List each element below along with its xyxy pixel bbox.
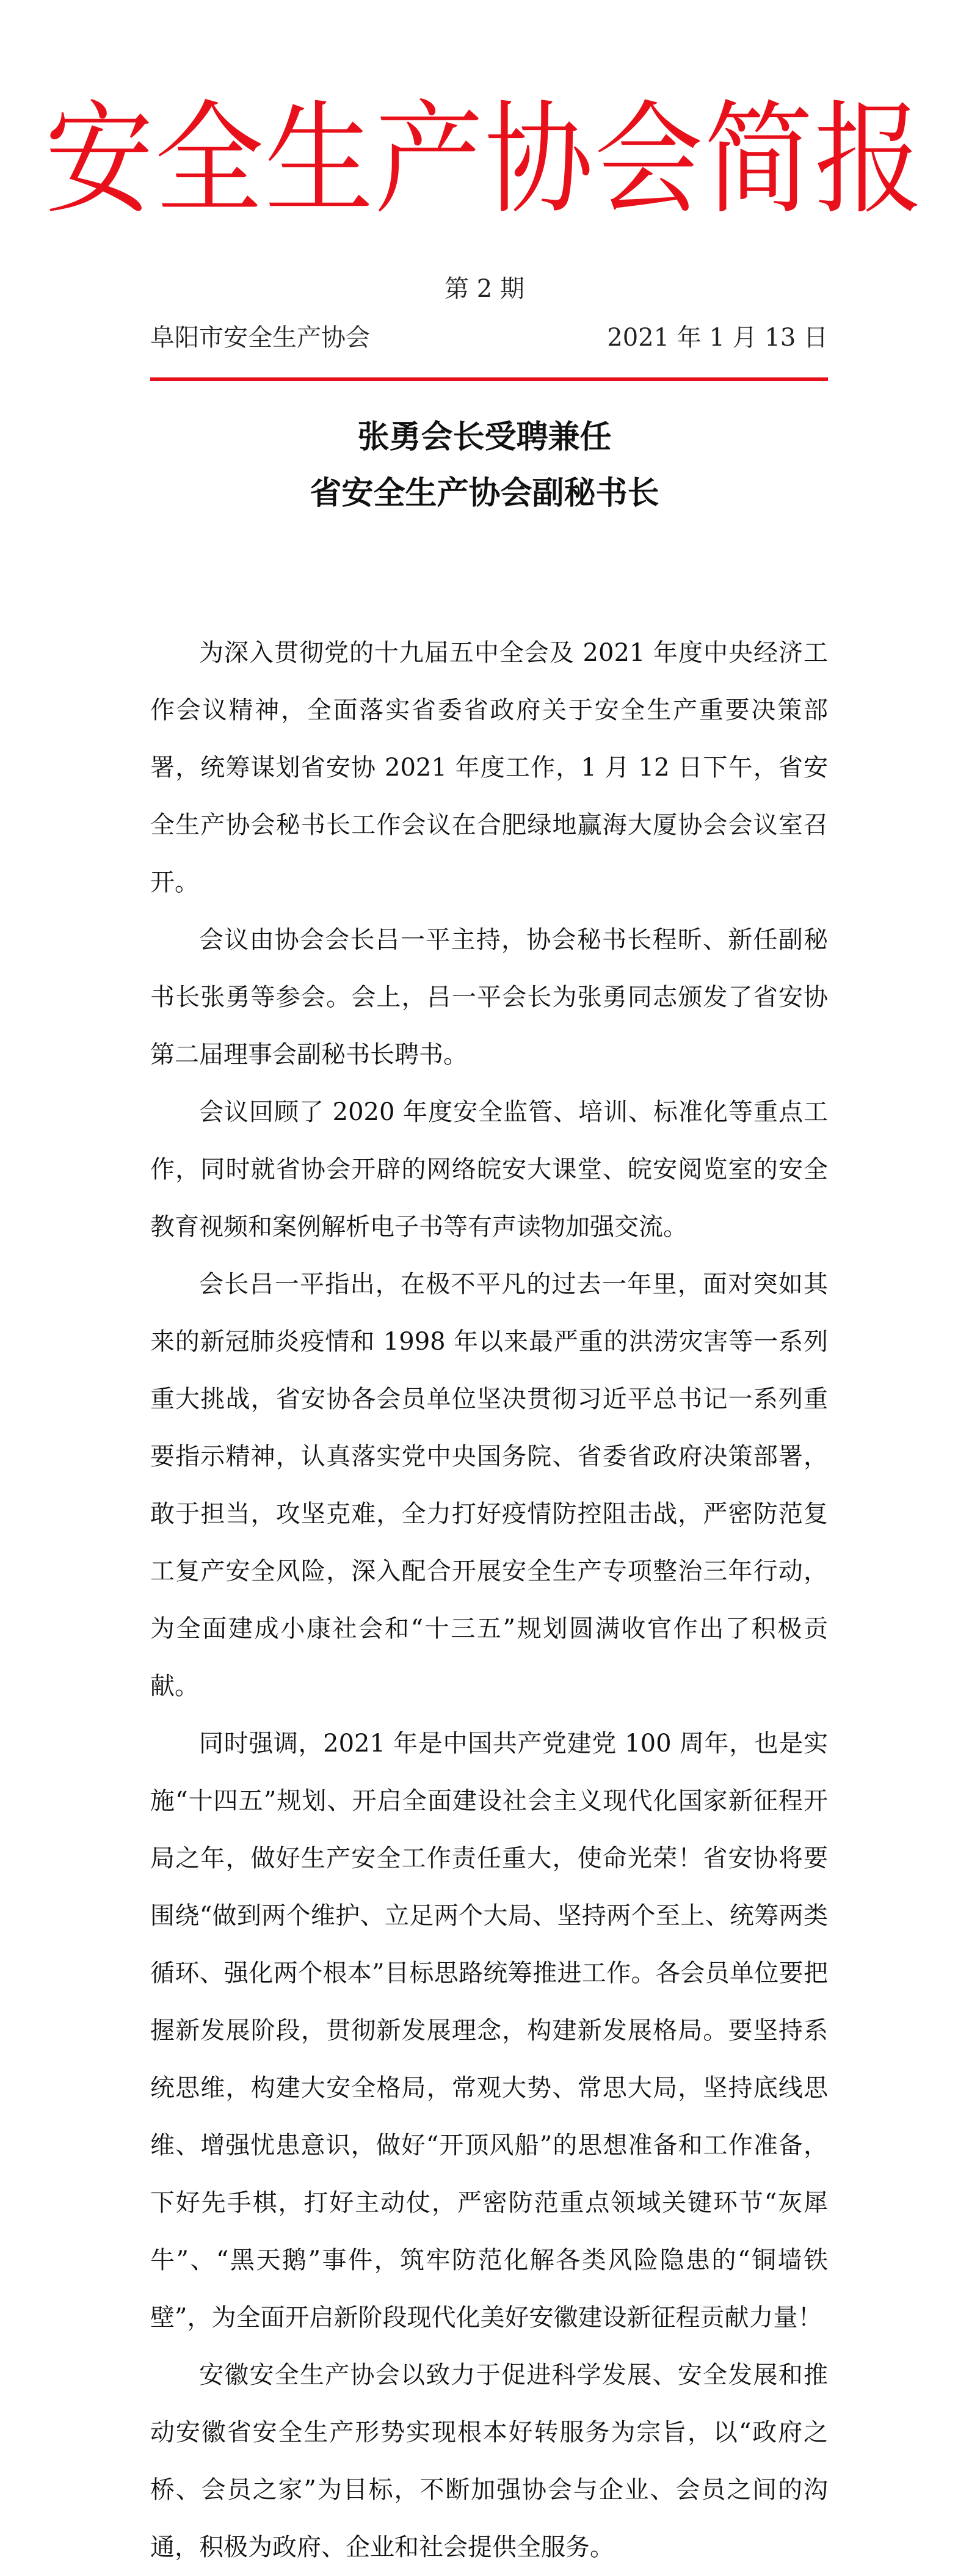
article-paragraph: 安徽安全生产协会以致力于促进科学发展、安全发展和推动安徽省安全生产形势实现根本好转服务为宗旨，以“政府之桥、会员之家”为目标，不断加强协会与企业、会员之间的沟通，积极为政府、企业和社会提供全服务。 — [150, 2361, 828, 2561]
article-title-line-1: 张勇会长受聘兼任 — [357, 419, 612, 456]
article-paragraph: 为深入贯彻党的十九届五中全会及 2021 年度中央经济工作会议精神，全面落实省委省政府关于安全生产重要决策部署，统筹谋划省安协 2021 年度工作，1 月 12 日下午，省安全生产协会秘书长工作会议在合肥绿地赢海大厦协会会议室召开。 — [150, 639, 828, 897]
publication-date: 2021 年 1 月 13 日 — [607, 324, 828, 352]
article-paragraph: 会长吕一平指出，在极不平凡的过去一年里，面对突如其来的新冠肺炎疫情和 1998 年以来最严重的洪涝灾害等一系列重大挑战，省安协各会员单位坚决贯彻习近平总书记一系列重要指示精神，认真落实党中央国务院、省委省政府决策部署，敢于担当，攻坚克难，全力打好疫情防控阻击战，严密防范复工复产安全风险，深入配合开展安全生产专项整治三年行动，为全面建成小康社会和“十三五”规划圆满收官作出了积极贡献。 — [150, 1270, 828, 1700]
masthead-divider — [150, 377, 828, 381]
issue-number: 第 2 期 — [445, 275, 524, 303]
publisher-organization: 阜阳市安全生产协会 — [150, 324, 370, 352]
article-title-line-2: 省安全生产协会副秘书长 — [310, 475, 659, 512]
article-paragraph: 会议由协会会长吕一平主持，协会秘书长程昕、新任副秘书长张勇等参会。会上，吕一平会长为张勇同志颁发了省安协第二届理事会副秘书长聘书。 — [150, 926, 828, 1069]
article-body — [150, 624, 828, 2576]
article-paragraph: 同时强调，2021 年是中国共产党建党 100 周年，也是实施“十四五”规划、开启全面建设社会主义现代化国家新征程开局之年，做好生产安全工作责任重大，使命光荣！省安协将要围绕“做到两个维护、立足两个大局、坚持两个至上、统筹两类循环、强化两个根本”目标思路统筹推进工作。各会员单位要把握新发展阶段，贯彻新发展理念，构建新发展格局。要坚持系统思维，构建大安全格局，常观大势、常思大局，坚持底线思维、增强忧患意识，做好“开顶风船”的思想准备和工作准备，下好先手棋，打好主动仗，严密防范重点领域关键环节“灰犀牛”、“黑天鹅”事件，筑牢防范化解各类风险隐患的“铜墙铁壁”，为全面开启新阶段现代化美好安徽建设新征程贡献力量！ — [150, 1730, 828, 2332]
article-paragraph: 会议回顾了 2020 年度安全监管、培训、标准化等重点工作，同时就省协会开辟的网络皖安大课堂、皖安阅览室的安全教育视频和案例解析电子书等有声读物加强交流。 — [150, 1098, 828, 1241]
bulletin-masthead: 安全生产协会简报 — [45, 89, 924, 231]
